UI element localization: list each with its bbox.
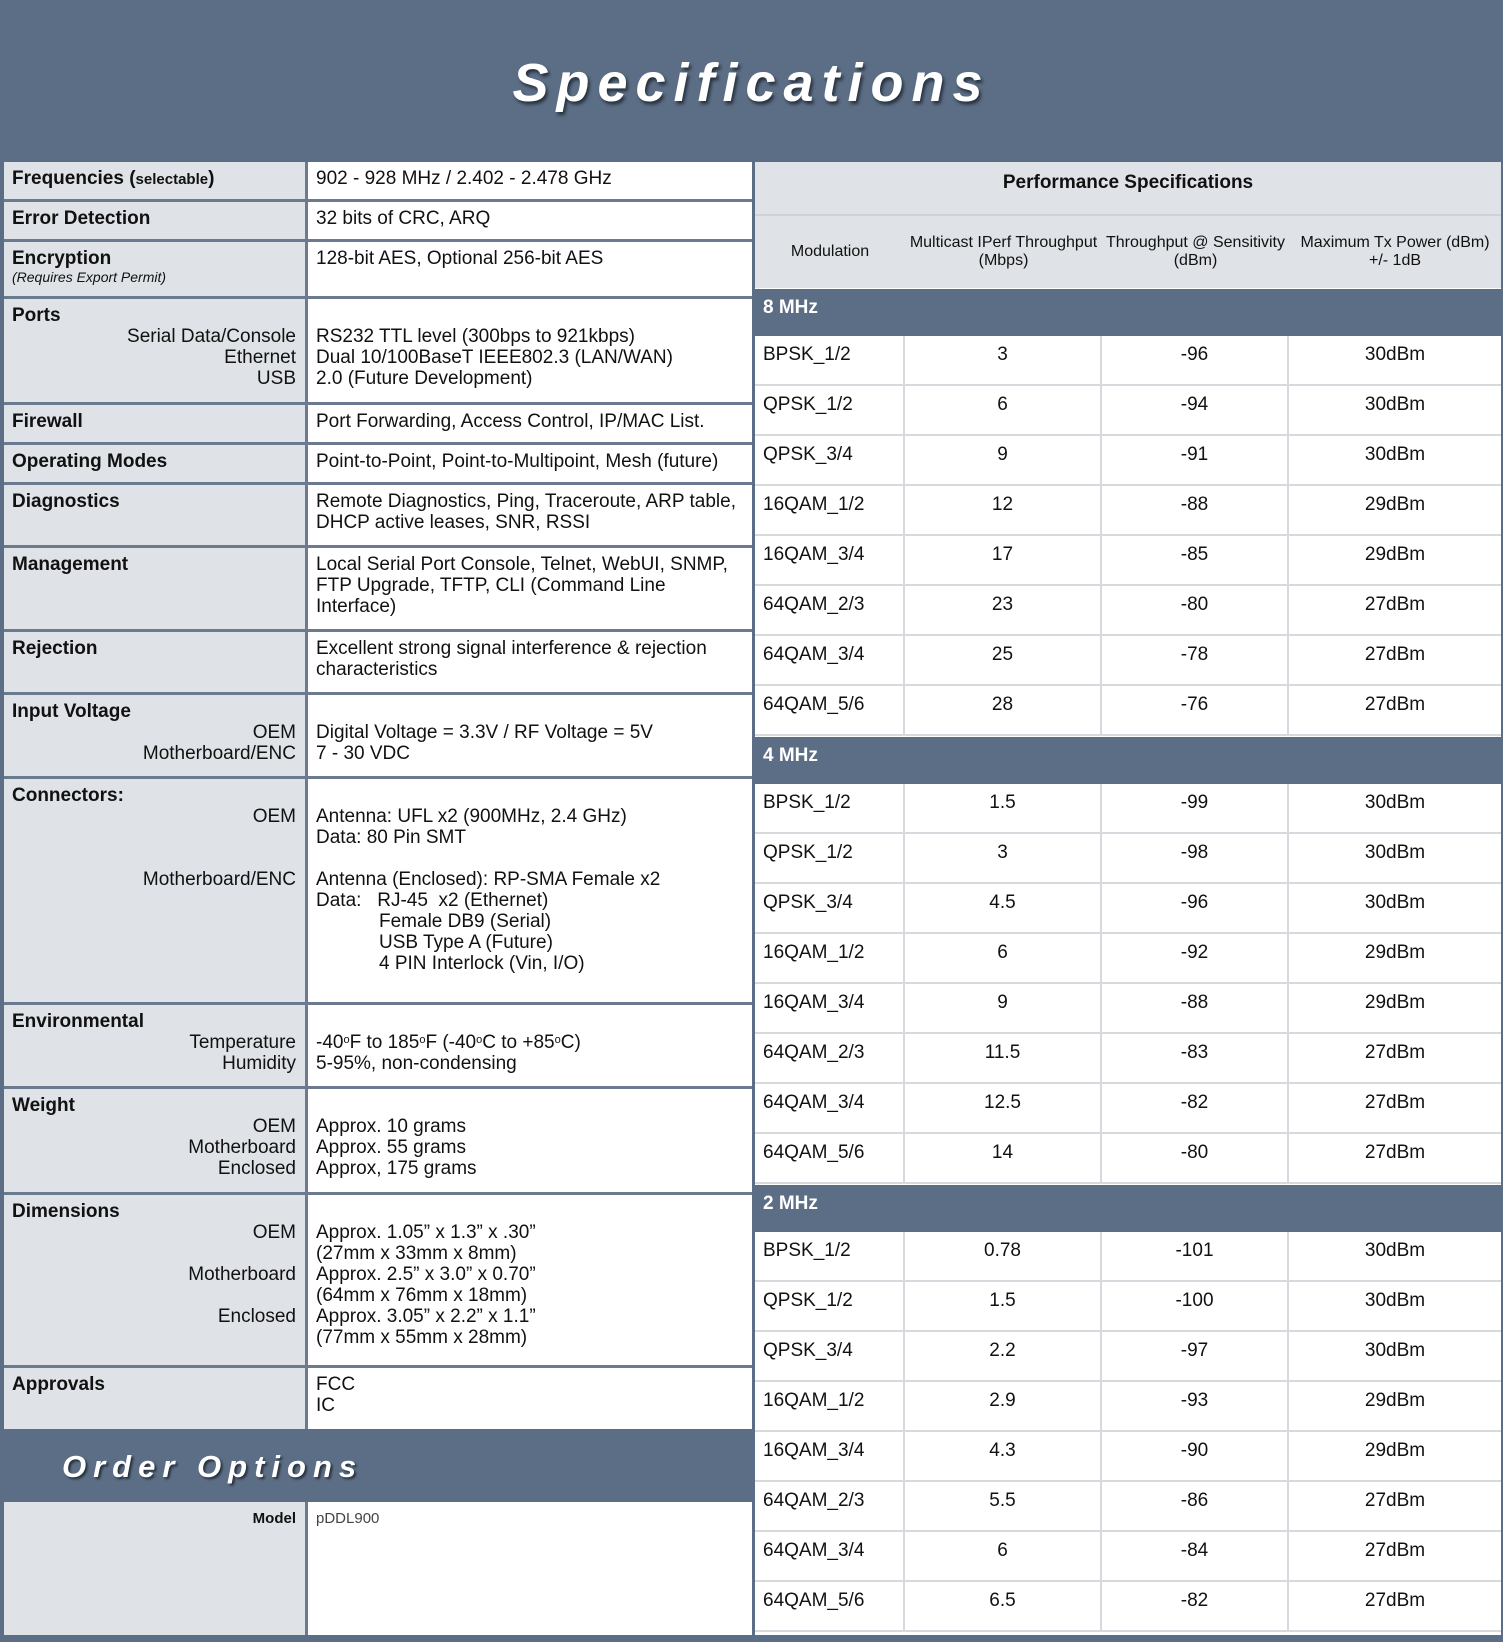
modulation-cell: 64QAM_3/4 [755,636,905,684]
max-tx-power-cell: 30dBm [1364,344,1426,365]
spec-value: (77mm x 55mm x 28mm) [316,1327,528,1348]
sensitivity-cell: -78 [1102,636,1289,684]
max-tx-power-cell: 30dBm [1364,1290,1426,1311]
multicast-throughput-cell: 5.5 [905,1482,1102,1530]
multicast-throughput-cell: 2.9 [905,1382,1102,1430]
modulation-cell: BPSK_1/2 [755,336,905,384]
model-value: pDDL900 [308,1502,752,1635]
spec-value: Antenna (Enclosed): RP-SMA Female x2 [316,869,661,890]
table-row [755,1134,1501,1184]
max-tx-power-cell: 27dBm [1364,1490,1426,1511]
header-modulation: Modulation [790,243,870,260]
modulation-cell: QPSK_1/2 [755,386,905,434]
spec-value: 902 - 928 MHz / 2.402 - 2.478 GHz [308,162,752,199]
max-tx-power-cell: 30dBm [1364,444,1426,465]
multicast-throughput-cell: 17 [905,536,1102,584]
label-end: ) [208,168,215,189]
spec-label: Weight [12,1095,75,1116]
sensitivity-cell: -100 [1102,1282,1289,1330]
table-row [755,436,1501,486]
spec-label: Ports [12,305,61,326]
spec-sublabel: Motherboard [188,1264,296,1285]
max-tx-power-cell: 29dBm [1364,1390,1426,1411]
max-tx-power-cell: 30dBm [1364,892,1426,913]
spec-value: (64mm x 76mm x 18mm) [316,1285,528,1306]
table-row [755,636,1501,686]
spec-value: Point-to-Point, Point-to-Multipoint, Mesh (future) [308,445,752,482]
table-row [755,1084,1501,1134]
spec-label: Error Detection [12,208,151,229]
multicast-throughput-cell: 1.5 [905,784,1102,832]
performance-table [755,162,1501,1635]
modulation-cell: QPSK_3/4 [755,884,905,932]
spec-value: Digital Voltage = 3.3V / RF Voltage = 5V [316,722,653,743]
table-row [755,1232,1501,1282]
multicast-throughput-cell: 28 [905,686,1102,734]
spec-sublabel: Ethernet [224,347,296,368]
spec-sublabel: Motherboard/ENC [142,743,296,764]
modulation-cell: 64QAM_3/4 [755,1084,905,1132]
spec-row-management [4,548,752,632]
max-tx-power-cell: 30dBm [1364,1240,1426,1261]
table-row [755,336,1501,386]
spec-value: Approx. 55 grams [316,1137,466,1158]
modulation-cell: QPSK_3/4 [755,436,905,484]
spec-value: Approx, 175 grams [316,1158,477,1179]
multicast-throughput-cell: 25 [905,636,1102,684]
table-row [755,1482,1501,1532]
spec-label: Operating Modes [12,451,168,472]
spec-label: Environmental [12,1011,144,1032]
spec-row-dimensions [4,1195,752,1368]
temp-part: C to +85 [482,1032,555,1053]
spec-value: Excellent strong signal interference & rejection characteristics [308,632,752,692]
modulation-cell: QPSK_1/2 [755,834,905,882]
spec-label: Dimensions [12,1201,120,1222]
humidity-value: 5-95%, non-condensing [316,1053,517,1074]
modulation-cell: 16QAM_3/4 [755,984,905,1032]
degree-mark: o [476,1034,483,1046]
label-text: Frequencies ( [12,168,136,189]
multicast-throughput-cell: 9 [905,436,1102,484]
spec-row-ports [4,299,752,405]
max-tx-power-cell: 30dBm [1364,394,1426,415]
spec-value: 2.0 (Future Development) [316,368,533,389]
multicast-throughput-cell: 6.5 [905,1582,1102,1630]
multicast-throughput-cell: 14 [905,1134,1102,1182]
spec-label: Management [12,554,129,575]
table-row [755,984,1501,1034]
max-tx-power-cell: 29dBm [1364,942,1426,963]
multicast-throughput-cell: 1.5 [905,1282,1102,1330]
spec-sublabel: Enclosed [217,1158,296,1179]
spec-value: 32 bits of CRC, ARQ [308,202,752,239]
multicast-throughput-cell: 9 [905,984,1102,1032]
max-tx-power-cell: 29dBm [1364,494,1426,515]
multicast-throughput-cell: 4.5 [905,884,1102,932]
spec-value: Approx. 1.05” x 1.3” x .30” [316,1222,536,1243]
modulation-cell: 64QAM_5/6 [755,1582,905,1630]
band-header: 2 MHz [755,1184,1501,1232]
spec-row-input-voltage [4,695,752,779]
table-row [755,834,1501,884]
spec-value: IC [316,1395,335,1416]
table-row [755,1382,1501,1432]
spec-label [12,168,296,190]
max-tx-power-cell: 30dBm [1364,842,1426,863]
spec-sublabel: OEM [252,1222,296,1243]
multicast-throughput-cell: 11.5 [905,1034,1102,1082]
spec-sublabel: Temperature [189,1032,296,1053]
spec-label: Connectors: [12,785,124,806]
page-title: Specifications [512,53,991,113]
sensitivity-cell: -82 [1102,1084,1289,1132]
modulation-cell: 64QAM_5/6 [755,686,905,734]
degree-mark: o [343,1034,350,1046]
spec-note: (Requires Export Permit) [12,269,167,285]
max-tx-power-cell: 27dBm [1364,644,1426,665]
spec-row-approvals [4,1368,752,1429]
spec-label: Approvals [12,1374,105,1395]
max-tx-power-cell: 27dBm [1364,1092,1426,1113]
modulation-cell: 64QAM_2/3 [755,1482,905,1530]
multicast-throughput-cell: 12.5 [905,1084,1102,1132]
spec-table [4,162,752,1429]
table-row [755,586,1501,636]
sensitivity-cell: -96 [1102,884,1289,932]
multicast-throughput-cell: 2.2 [905,1332,1102,1380]
spec-value: Port Forwarding, Access Control, IP/MAC List. [308,405,752,442]
temp-part: F to 185 [349,1032,420,1053]
multicast-throughput-cell: 3 [905,336,1102,384]
max-tx-power-cell: 29dBm [1364,1440,1426,1461]
spec-sublabel: Serial Data/Console [127,326,296,347]
spec-row-environmental [4,1005,752,1089]
spec-value: Local Serial Port Console, Telnet, WebUI, SNMP, FTP Upgrade, TFTP, CLI (Command Line Interface) [308,548,752,629]
multicast-throughput-cell: 12 [905,486,1102,534]
spec-value: Approx. 2.5” x 3.0” x 0.70” [316,1264,536,1285]
spec-row-weight [4,1089,752,1195]
temp-part: C) [560,1032,581,1053]
table-row [755,686,1501,736]
sensitivity-cell: -88 [1102,486,1289,534]
spec-sublabel: Humidity [222,1053,296,1074]
model-label: Model [4,1502,308,1635]
multicast-throughput-cell: 4.3 [905,1432,1102,1480]
spec-value: 4 PIN Interlock (Vin, I/O) [379,953,585,974]
spec-label: Input Voltage [12,701,131,722]
spec-value: RS232 TTL level (300bps to 921kbps) [316,326,635,347]
modulation-cell: BPSK_1/2 [755,1232,905,1280]
performance-header-row [755,214,1501,288]
spec-value: Approx. 10 grams [316,1116,466,1137]
spec-label: Firewall [12,411,83,432]
table-row [755,1282,1501,1332]
table-row [755,934,1501,984]
spec-label: Diagnostics [12,491,120,512]
modulation-cell: 64QAM_2/3 [755,1034,905,1082]
sensitivity-cell: -96 [1102,336,1289,384]
max-tx-power-cell: 27dBm [1364,694,1426,715]
header-max-tx-power: Maximum Tx Power (dBm) +/- 1dB [1300,234,1490,269]
modulation-cell: 16QAM_1/2 [755,1382,905,1430]
spec-label: Encryption [12,248,112,269]
spec-row-rejection [4,632,752,695]
temp-part: -40 [316,1032,344,1053]
multicast-throughput-cell: 6 [905,1532,1102,1580]
header-multicast-throughput: Multicast IPerf Throughput (Mbps) [909,234,1098,269]
spec-value: 128-bit AES, Optional 256-bit AES [308,242,752,296]
sensitivity-cell: -92 [1102,934,1289,982]
max-tx-power-cell: 30dBm [1364,792,1426,813]
max-tx-power-cell: 27dBm [1364,594,1426,615]
sensitivity-cell: -94 [1102,386,1289,434]
table-row [755,1332,1501,1382]
table-row [755,1034,1501,1084]
sensitivity-cell: -99 [1102,784,1289,832]
sensitivity-cell: -97 [1102,1332,1289,1380]
sensitivity-cell: -80 [1102,586,1289,634]
table-row [755,1432,1501,1482]
spec-value: USB Type A (Future) [379,932,553,953]
modulation-cell: QPSK_3/4 [755,1332,905,1380]
spec-sublabel: Motherboard [188,1137,296,1158]
spec-sublabel: Motherboard/ENC [142,869,296,890]
spec-value: FCC [316,1374,356,1395]
table-row [755,486,1501,536]
sensitivity-cell: -83 [1102,1034,1289,1082]
max-tx-power-cell: 27dBm [1364,1590,1426,1611]
sensitivity-cell: -86 [1102,1482,1289,1530]
order-options-banner [4,1432,752,1502]
modulation-cell: 16QAM_1/2 [755,934,905,982]
spec-row-firewall [4,405,752,445]
spec-value: Data: RJ-45 x2 (Ethernet) [316,890,549,911]
table-row [755,536,1501,586]
sensitivity-cell: -82 [1102,1582,1289,1630]
modulation-cell: 16QAM_1/2 [755,486,905,534]
modulation-cell: QPSK_1/2 [755,1282,905,1330]
spec-row-frequencies [4,162,752,202]
spec-value: Antenna: UFL x2 (900MHz, 2.4 GHz) [316,806,627,827]
max-tx-power-cell: 27dBm [1364,1540,1426,1561]
sensitivity-cell: -90 [1102,1432,1289,1480]
modulation-cell: 64QAM_3/4 [755,1532,905,1580]
sensitivity-cell: -88 [1102,984,1289,1032]
band-header: 4 MHz [755,736,1501,784]
sensitivity-cell: -98 [1102,834,1289,882]
temperature-value [316,1032,744,1053]
spec-value: Remote Diagnostics, Ping, Traceroute, ARP table, DHCP active leases, SNR, RSSI [308,485,752,545]
order-row-model [4,1502,752,1635]
sensitivity-cell: -93 [1102,1382,1289,1430]
sensitivity-cell: -84 [1102,1532,1289,1580]
sensitivity-cell: -101 [1102,1232,1289,1280]
max-tx-power-cell: 29dBm [1364,992,1426,1013]
sensitivity-cell: -76 [1102,686,1289,734]
table-row [755,784,1501,834]
table-row [755,884,1501,934]
table-row [755,1582,1501,1632]
performance-body [755,288,1501,1632]
spec-row-diagnostics [4,485,752,548]
header-sensitivity: Throughput @ Sensitivity (dBm) [1106,234,1285,269]
band-header: 8 MHz [755,288,1501,336]
multicast-throughput-cell: 23 [905,586,1102,634]
temp-part: F (-40 [425,1032,477,1053]
max-tx-power-cell: 27dBm [1364,1142,1426,1163]
sensitivity-cell: -85 [1102,536,1289,584]
performance-title: Performance Specifications [755,162,1501,214]
spec-value: 7 - 30 VDC [316,743,410,764]
modulation-cell: 64QAM_5/6 [755,1134,905,1182]
max-tx-power-cell: 29dBm [1364,544,1426,565]
spec-row-encryption [4,242,752,299]
spec-label: Rejection [12,638,98,659]
spec-row-error-detection [4,202,752,242]
spec-sublabel: OEM [252,722,296,743]
spec-value: Data: 80 Pin SMT [316,827,466,848]
spec-row-connectors [4,779,752,1005]
max-tx-power-cell: 30dBm [1364,1340,1426,1361]
max-tx-power-cell: 27dBm [1364,1042,1426,1063]
spec-sublabel: OEM [252,806,296,827]
spec-sublabel: USB [256,368,296,389]
order-options-title: Order Options [62,1449,364,1484]
degree-mark: o [419,1034,426,1046]
spec-sublabel: OEM [252,1116,296,1137]
spec-row-operating-modes [4,445,752,485]
sensitivity-cell: -80 [1102,1134,1289,1182]
modulation-cell: BPSK_1/2 [755,784,905,832]
spec-value: Approx. 3.05” x 2.2” x 1.1” [316,1306,536,1327]
spec-sublabel: Enclosed [217,1306,296,1327]
table-row [755,386,1501,436]
sensitivity-cell: -91 [1102,436,1289,484]
spec-value: (27mm x 33mm x 8mm) [316,1243,517,1264]
modulation-cell: 64QAM_2/3 [755,586,905,634]
title-banner [0,0,1503,162]
multicast-throughput-cell: 6 [905,386,1102,434]
multicast-throughput-cell: 0.78 [905,1232,1102,1280]
spec-value: Dual 10/100BaseT IEEE802.3 (LAN/WAN) [316,347,673,368]
label-small: selectable [135,171,209,188]
table-row [755,1532,1501,1582]
multicast-throughput-cell: 3 [905,834,1102,882]
spec-value: Female DB9 (Serial) [379,911,552,932]
modulation-cell: 16QAM_3/4 [755,536,905,584]
degree-mark: o [554,1034,561,1046]
modulation-cell: 16QAM_3/4 [755,1432,905,1480]
multicast-throughput-cell: 6 [905,934,1102,982]
